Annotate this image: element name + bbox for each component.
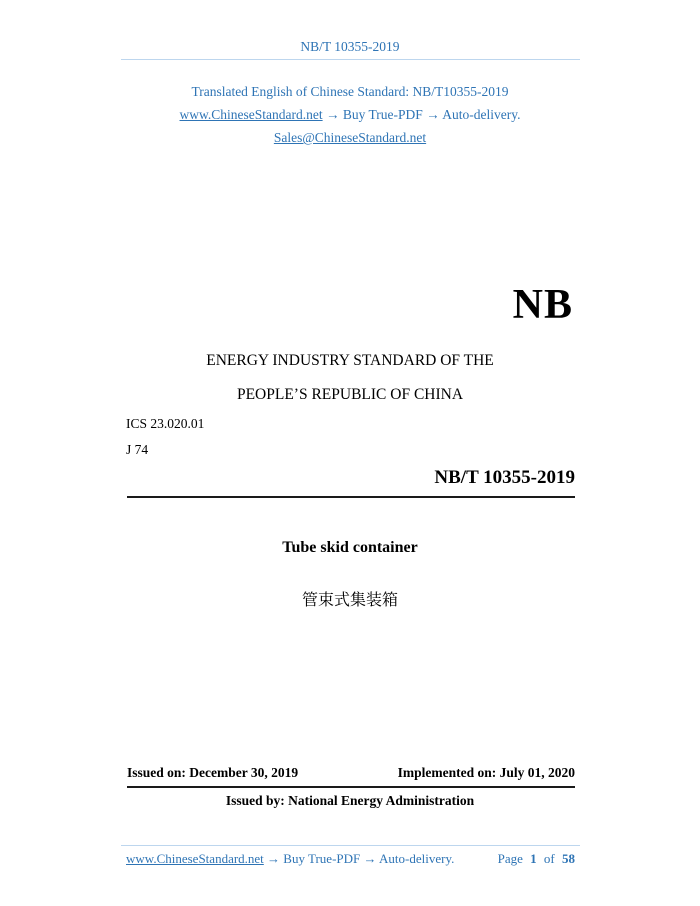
- standard-line-2: PEOPLE’S REPUBLIC OF CHINA: [236, 386, 464, 403]
- ics-code: ICS 23.020.01: [126, 416, 205, 431]
- issued-on-date: Issued on: December 30, 2019: [127, 765, 299, 780]
- header-site-line: [0, 107, 700, 123]
- of-label: of: [543, 851, 555, 866]
- footer-divider: [121, 845, 580, 846]
- footer-site-link[interactable]: www.ChineseStandard.net: [126, 851, 264, 866]
- standard-number-divider: [127, 496, 575, 498]
- total-pages: 58: [562, 851, 575, 866]
- footer-site-line: [126, 851, 454, 867]
- page-indicator: [498, 851, 575, 867]
- footer-row: [126, 851, 575, 867]
- page-label: Page: [497, 851, 523, 866]
- standard-line-1: ENERGY INDUSTRY STANDARD OF THE: [206, 352, 494, 369]
- translated-standard-line: Translated English of Chinese Standard: NB/T10355-2019: [191, 84, 509, 99]
- document-title-chinese: 管束式集装箱: [301, 592, 398, 609]
- standard-body-logo: NB: [512, 282, 573, 328]
- standard-number: NB/T 10355-2019: [434, 467, 575, 488]
- header-email-line: [0, 130, 700, 146]
- email-link[interactable]: Sales@ChineseStandard.net: [273, 130, 427, 145]
- page-number: 1: [530, 851, 537, 866]
- site-line-rest: → Buy True-PDF → Auto-delivery.: [322, 107, 521, 122]
- header-doc-code: NB/T 10355-2019: [300, 39, 400, 54]
- implemented-on-date: Implemented on: July 01, 2020: [397, 765, 575, 780]
- issued-by-line: Issued by: National Energy Administration: [225, 793, 475, 808]
- site-link[interactable]: www.ChineseStandard.net: [179, 107, 323, 122]
- footer-site-rest: → Buy True-PDF → Auto-delivery.: [263, 851, 455, 866]
- document-title-english: Tube skid container: [282, 539, 418, 556]
- issue-dates-row: [127, 765, 575, 781]
- class-code: J 74: [126, 442, 149, 457]
- header-divider: [121, 59, 580, 60]
- issue-divider: [127, 786, 575, 788]
